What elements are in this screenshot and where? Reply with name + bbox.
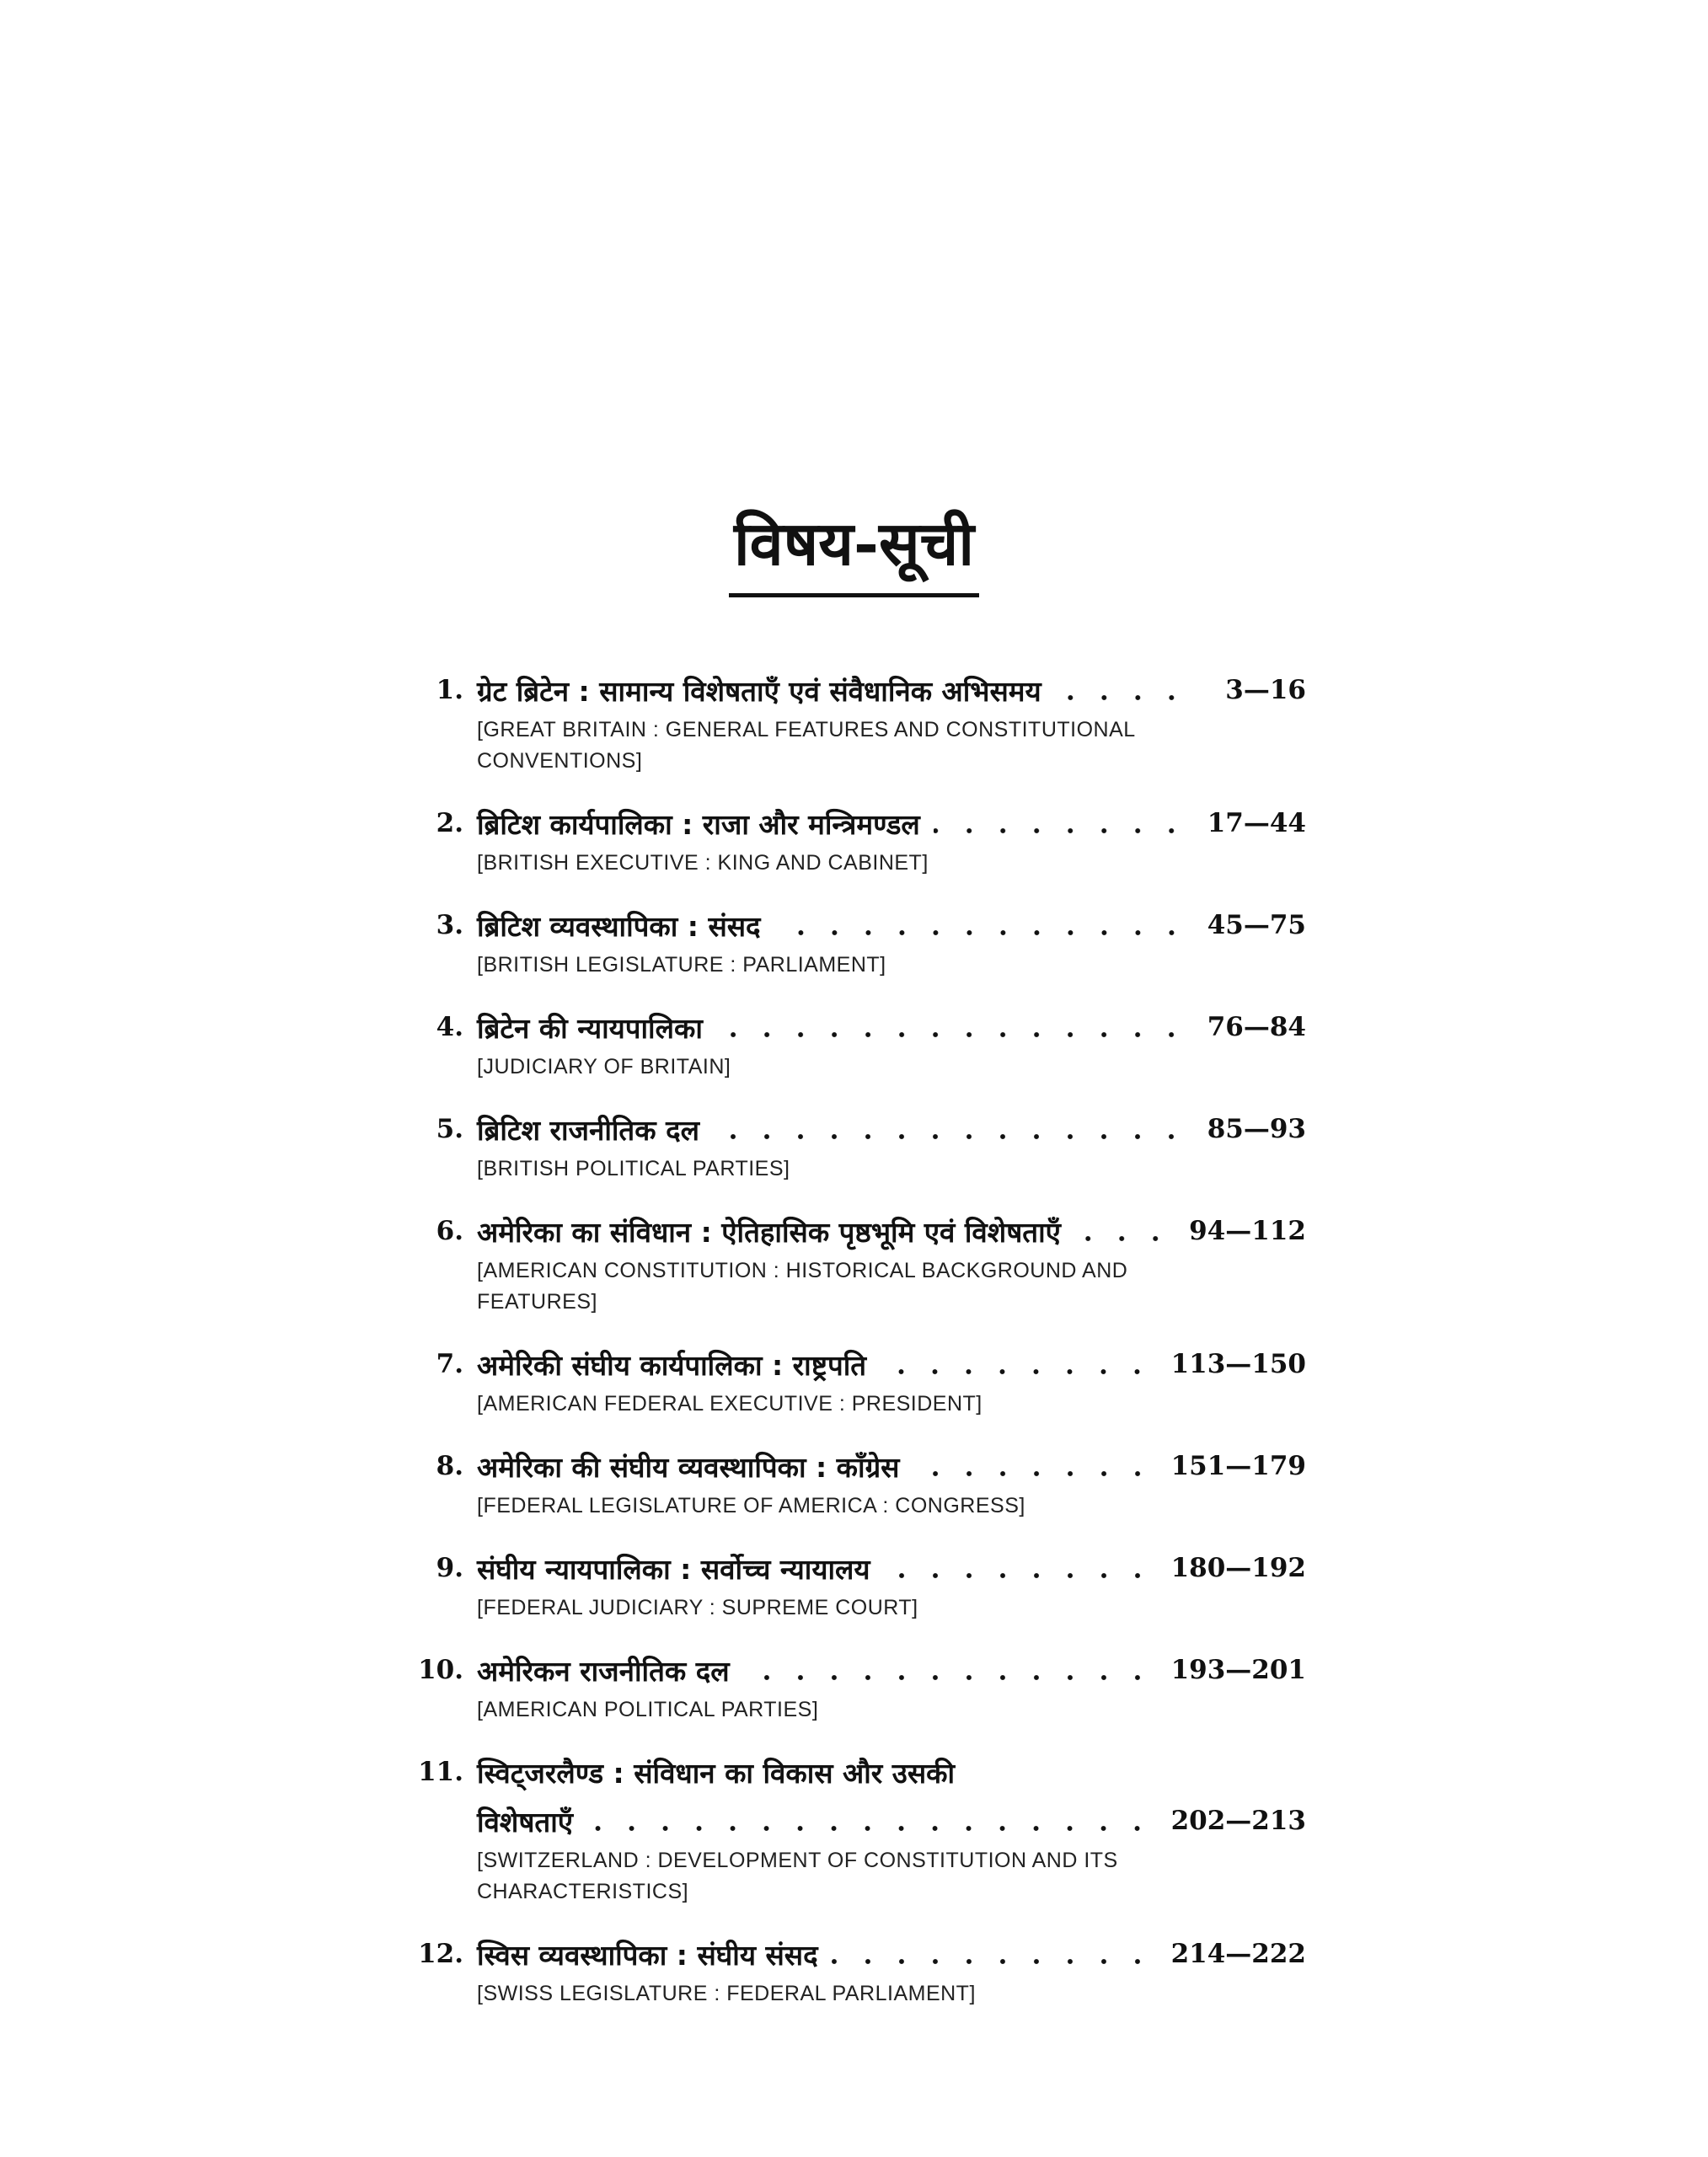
entry-text-area <box>477 1796 1306 1845</box>
entry-text-area <box>477 901 1306 950</box>
entry-page-range: 85—93 <box>1207 1114 1306 1144</box>
entry-number: 7. <box>436 1349 463 1379</box>
entry-number: 2. <box>436 808 463 838</box>
entry-number: 5. <box>436 1114 463 1144</box>
toc-entry-4 <box>413 1003 1306 1083</box>
entry-hindi-title: अमेरिका का संविधान : ऐतिहासिक पृष्ठभूमि एवं विशेषताएँ <box>477 1215 1061 1249</box>
leader-dots <box>716 1030 1188 1039</box>
page-title: विषय-सूची <box>729 497 979 597</box>
toc-entry-11 <box>413 1748 1306 1908</box>
toc-entry-12 <box>413 1930 1306 2010</box>
toc-entry-2 <box>413 799 1306 879</box>
toc-entry-line <box>413 1207 1306 1255</box>
entry-text-area <box>477 1544 1306 1592</box>
entry-number: 11. <box>418 1757 463 1787</box>
toc-entry-line <box>413 1544 1306 1592</box>
entry-number: 8. <box>436 1451 463 1481</box>
toc-entry-line <box>413 1105 1306 1153</box>
entry-page-range: 3—16 <box>1225 675 1306 705</box>
leader-dots <box>880 1368 1154 1376</box>
entry-text-area <box>477 666 1306 715</box>
entry-english-title: [FEDERAL LEGISLATURE OF AMERICA : CONGRESS] <box>477 1494 1025 1517</box>
entry-hindi-title: संघीय न्यायपालिका : सर्वोच्च न्यायालय <box>477 1552 870 1586</box>
entry-text-area <box>477 799 1306 848</box>
entry-number: 6. <box>436 1216 463 1246</box>
leader-dots <box>743 1673 1154 1682</box>
entry-number: 1. <box>436 675 463 705</box>
entry-text-area <box>477 1748 1306 1796</box>
entry-page-range: 193—201 <box>1170 1655 1306 1685</box>
entry-english-title: [JUDICIARY OF BRITAIN] <box>477 1055 731 1078</box>
entry-hindi-title: ब्रिटेन की न्यायपालिका <box>477 1011 703 1045</box>
entry-text-area <box>477 1105 1306 1153</box>
entry-hindi-title: ब्रिटिश व्यवस्थापिका : संसद <box>477 909 761 943</box>
entry-hindi-title: ग्रेट ब्रिटेन : सामान्य विशेषताएँ एवं संवैधानिक अभिसमय <box>477 674 1041 708</box>
entry-page-range: 45—75 <box>1207 910 1306 940</box>
entry-page-range: 202—213 <box>1170 1806 1306 1836</box>
entry-hindi-title: अमेरिकी संघीय कार्यपालिका : राष्ट्रपति <box>477 1348 867 1382</box>
leader-dots <box>1074 1234 1172 1243</box>
entry-english-title: [BRITISH EXECUTIVE : KING AND CABINET] <box>477 851 929 875</box>
toc-entry-line <box>413 666 1306 715</box>
entry-english-title: [FEDERAL JUDICIARY : SUPREME COURT] <box>477 1596 918 1619</box>
entry-english-title: [BRITISH LEGISLATURE : PARLIAMENT] <box>477 953 886 977</box>
entry-english-title: [SWITZERLAND : DEVELOPMENT OF CONSTITUTION AND ITS CHARACTERISTICS] <box>477 1849 1118 1903</box>
entry-page-range: 94—112 <box>1189 1216 1306 1246</box>
toc-entry-5 <box>413 1105 1306 1185</box>
toc-entry-7 <box>413 1340 1306 1420</box>
leader-dots <box>832 1957 1154 1966</box>
entry-english-title: [AMERICAN POLITICAL PARTIES] <box>477 1698 819 1721</box>
entry-text-area <box>477 1646 1306 1694</box>
toc-entry-line <box>413 1340 1306 1389</box>
entry-number: 12. <box>418 1939 463 1969</box>
entry-page-range: 17—44 <box>1207 808 1306 838</box>
entry-number: 3. <box>436 910 463 940</box>
toc-entry-9 <box>413 1544 1306 1624</box>
entry-number: 9. <box>436 1553 463 1583</box>
entry-hindi-title: ब्रिटिश कार्यपालिका : राजा और मन्त्रिमण्डल <box>477 807 920 841</box>
entry-page-range: 214—222 <box>1170 1939 1306 1969</box>
leader-dots <box>934 827 1188 835</box>
table-of-contents <box>413 666 1306 2031</box>
entry-number: 4. <box>436 1012 463 1042</box>
entry-english-title: [AMERICAN FEDERAL EXECUTIVE : PRESIDENT] <box>477 1392 983 1416</box>
toc-entry-continuation-line <box>413 1796 1306 1845</box>
entry-english-title: [SWISS LEGISLATURE : FEDERAL PARLIAMENT] <box>477 1982 976 2005</box>
toc-entry-8 <box>413 1442 1306 1522</box>
toc-entry-1 <box>413 666 1306 777</box>
entry-english-title: [GREAT BRITAIN : GENERAL FEATURES AND CONSTITUTIONAL CONVENTIONS] <box>477 718 1135 773</box>
entry-page-range: 151—179 <box>1170 1451 1306 1481</box>
leader-dots <box>586 1824 1154 1833</box>
entry-text-area <box>477 1930 1306 1978</box>
entry-page-range: 180—192 <box>1170 1553 1306 1583</box>
toc-entry-line <box>413 1748 1306 1796</box>
leader-dots <box>1055 693 1188 702</box>
entry-text-area <box>477 1340 1306 1389</box>
entry-page-range: 76—84 <box>1207 1012 1306 1042</box>
entry-text-area <box>477 1003 1306 1052</box>
entry-hindi-title: अमेरिका की संघीय व्यवस्थापिका : काँग्रेस <box>477 1450 900 1484</box>
entry-hindi-title: अमेरिकन राजनीतिक दल <box>477 1654 730 1688</box>
entry-english-title: [AMERICAN CONSTITUTION : HISTORICAL BACKGROUND AND FEATURES] <box>477 1259 1128 1314</box>
leader-dots <box>913 1469 1154 1478</box>
title-container <box>0 497 1708 597</box>
entry-hindi-title-continued: विशेषताएँ <box>477 1805 574 1839</box>
entry-hindi-title: ब्रिटिश राजनीतिक दल <box>477 1113 699 1147</box>
leader-dots <box>713 1132 1188 1141</box>
entry-number: 10. <box>418 1655 463 1685</box>
entry-page-range: 113—150 <box>1170 1349 1306 1379</box>
toc-entry-line <box>413 799 1306 848</box>
toc-entry-line <box>413 901 1306 950</box>
toc-entry-6 <box>413 1207 1306 1318</box>
entry-hindi-title: स्विट्जरलैण्ड : संविधान का विकास और उसकी <box>477 1756 956 1790</box>
toc-entry-line <box>413 1003 1306 1052</box>
entry-text-area <box>477 1207 1306 1255</box>
entry-english-title: [BRITISH POLITICAL PARTIES] <box>477 1157 790 1180</box>
toc-entry-line <box>413 1442 1306 1491</box>
toc-entry-10 <box>413 1646 1306 1726</box>
leader-dots <box>774 929 1188 937</box>
toc-entry-line <box>413 1646 1306 1694</box>
toc-entry-line <box>413 1930 1306 1978</box>
leader-dots <box>884 1571 1154 1580</box>
entry-text-area <box>477 1442 1306 1491</box>
entry-hindi-title: स्विस व्यवस्थापिका : संघीय संसद <box>477 1938 818 1972</box>
toc-entry-3 <box>413 901 1306 981</box>
